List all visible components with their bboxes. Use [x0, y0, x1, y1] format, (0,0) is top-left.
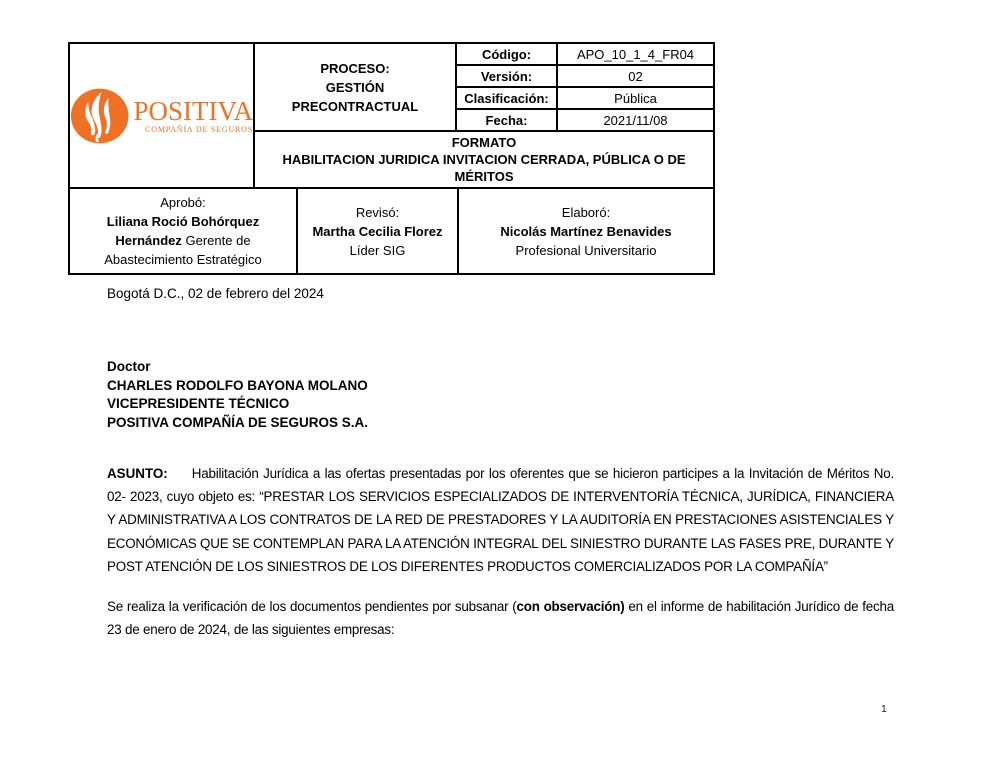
header-signoff-table — [68, 187, 715, 275]
proceso-line1: PROCESO: — [320, 60, 390, 76]
reviso-cell — [297, 188, 458, 274]
reviso-name: Martha Cecilia Florez — [312, 223, 443, 239]
meta-label-fecha: Fecha: — [456, 109, 557, 131]
meta-label-codigo: Código: — [456, 43, 557, 65]
proceso-line3: PRECONTRACTUAL — [291, 98, 419, 114]
reviso-role: Líder SIG — [349, 242, 406, 258]
elaboro-name: Nicolás Martínez Benavides — [500, 223, 672, 239]
asunto-label: ASUNTO: — [107, 466, 168, 481]
asunto-text: Habilitación Jurídica a las ofertas presentadas por los oferentes que se hicieron participes a la Invitación de Méritos No. 02- 2023, cuyo objeto es: “PRESTAR LOS SERVICIOS ESPECIALIZADOS DE INTERVENTORÍA TÉCNICA, JURÍDICA, FINANCIERA Y ADMINISTRATIVA A LOS CONTRATOS DE LA RED DE PRESTADORES Y LA AUDITORÍA EN PRESTACIONES ASISTENCIALES Y ECONÓMICAS QUE SE CONTEMPLAN PARA LA ATENCIÓN INTEGRAL DEL SINIESTRO DURANTE LAS FASES PRE, DURANTE Y POST ATENCIÓN DE LOS SINIESTROS DE LOS DIFERENTES PRODUCTOS COMERCIALIZADOS POR LA COMPAÑÍA” — [107, 466, 894, 574]
date-line: Bogotá D.C., 02 de febrero del 2024 — [107, 286, 324, 301]
verification-paragraph — [107, 595, 894, 641]
recipient-block — [107, 358, 368, 432]
verification-pre: Se realiza la verificación de los documentos pendientes por subsanar ( — [107, 599, 517, 614]
formato-cell — [254, 131, 714, 188]
header-top-table — [68, 42, 715, 189]
logo-tagline-text: COMPAÑÍA DE SEGUROS — [145, 124, 253, 134]
aprobo-label: Aprobó: — [160, 195, 206, 210]
meta-label-version: Versión: — [456, 65, 557, 87]
recipient-name: CHARLES RODOLFO BAYONA MOLANO — [107, 377, 368, 393]
meta-value-clasificacion: Pública — [557, 87, 714, 109]
aprobo-role: Gerente de Abastecimiento Estratégico — [104, 233, 262, 267]
positiva-logo — [70, 46, 253, 185]
positiva-flame-icon — [70, 87, 129, 145]
elaboro-role: Profesional Universitario — [515, 242, 657, 258]
logo-brand-text: POSITIVA — [133, 95, 253, 126]
formato-title: FORMATO — [451, 135, 517, 150]
elaboro-cell — [458, 188, 714, 274]
logo-cell — [69, 43, 254, 188]
recipient-company: POSITIVA COMPAÑÍA DE SEGUROS S.A. — [107, 414, 369, 430]
meta-value-version: 02 — [557, 65, 714, 87]
reviso-label: Revisó: — [355, 204, 400, 220]
aprobo-cell — [69, 188, 297, 274]
recipient-salutation: Doctor — [107, 359, 151, 374]
meta-label-clasificacion: Clasificación: — [456, 87, 557, 109]
meta-value-codigo: APO_10_1_4_FR04 — [557, 43, 714, 65]
aprobo-name: Liliana Roció Bohórquez Hernández — [106, 214, 260, 248]
recipient-title: VICEPRESIDENTE TÉCNICO — [107, 396, 290, 412]
positiva-wordmark — [133, 95, 253, 134]
header-table — [68, 42, 713, 275]
meta-value-fecha: 2021/11/08 — [557, 109, 714, 131]
verification-post: en el informe de habilitación Jurídico de fecha 23 de enero de 2024, de las siguientes empresas: — [107, 599, 895, 638]
asunto-paragraph — [107, 462, 894, 578]
elaboro-label: Elaboró: — [561, 204, 611, 220]
formato-subtitle: HABILITACION JURIDICA INVITACION CERRADA, PÚBLICA O DE MÉRITOS — [282, 152, 686, 184]
proceso-line2: GESTIÓN — [325, 79, 385, 95]
verification-bold: con observación) — [516, 599, 625, 614]
page-number: 1 — [881, 703, 887, 715]
proceso-cell — [254, 43, 456, 131]
